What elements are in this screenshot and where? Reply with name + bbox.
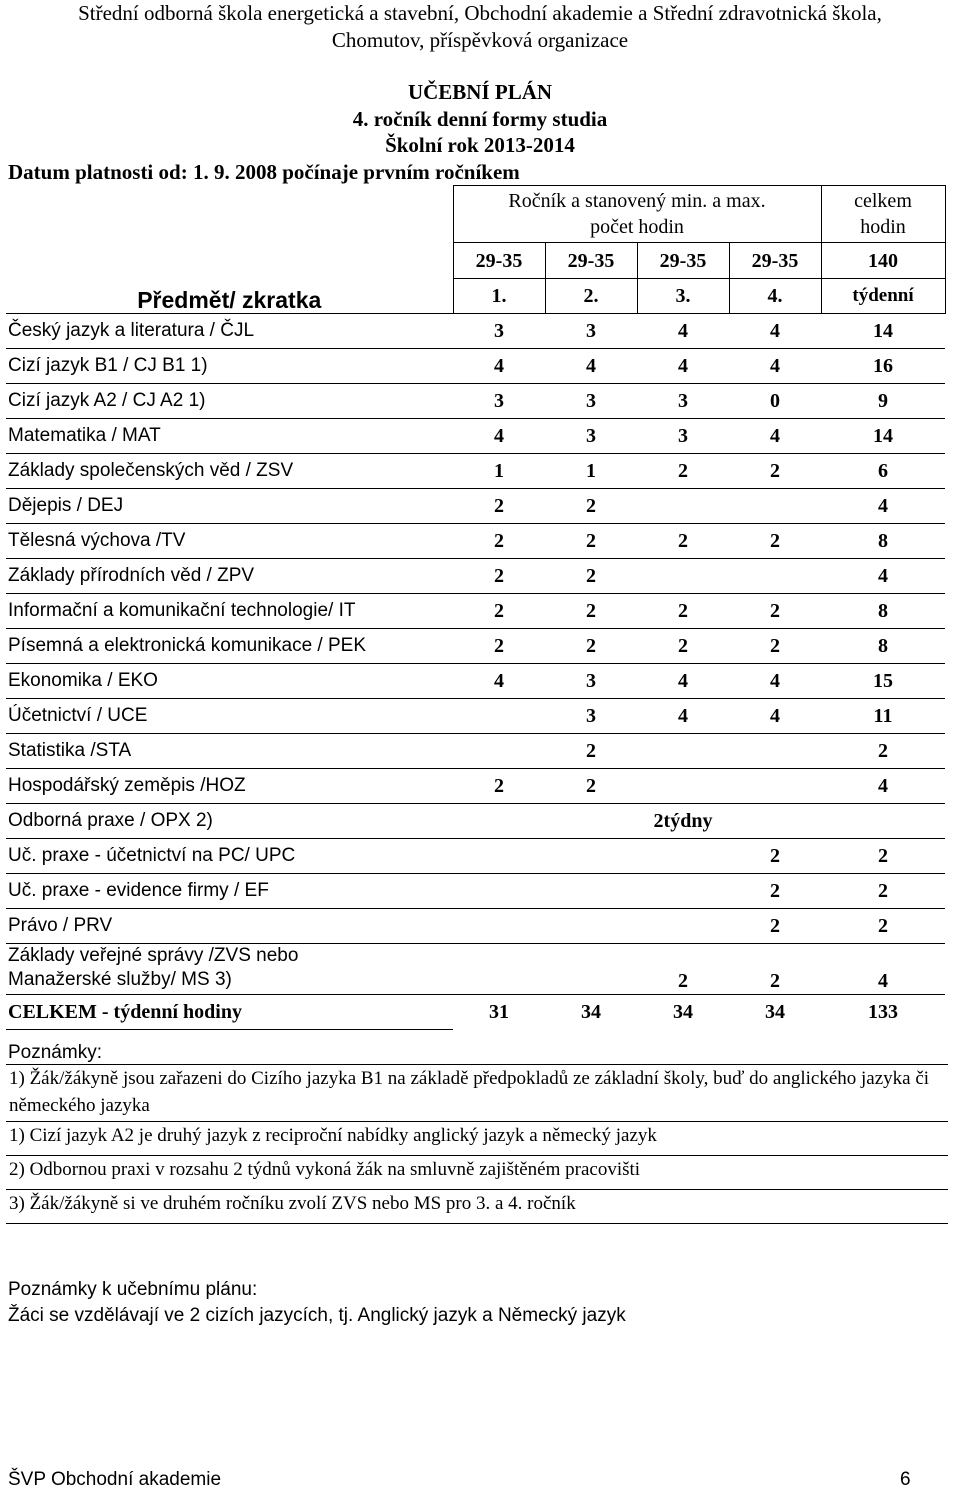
total-cell: 8 (821, 594, 945, 629)
subject-cell: Tělesná výchova /TV (6, 524, 453, 559)
total-cell: 2 (821, 734, 945, 769)
school-name-line1: Střední odborná škola energetická a stavební, Obchodní akademie a Střední zdravotnická škola, (78, 1, 882, 25)
total-unit-cell: týdenní (821, 279, 945, 314)
subject-cell: Uč. praxe - evidence firmy / EF (6, 874, 453, 909)
hours-cell: 2 (729, 524, 821, 559)
range-cell: 29-35 (545, 243, 637, 279)
hours-cell: 4 (637, 664, 729, 699)
note-item: 1) Cizí jazyk A2 je druhý jazyk z reciproční nabídky anglický jazyk a německý jazyk (6, 1122, 948, 1156)
total-cell: 16 (821, 349, 945, 384)
table-row (6, 664, 945, 699)
plan-subheading: 4. ročník denní formy studia (352, 107, 608, 131)
total-cell: 8 (821, 524, 945, 559)
year-cell: 4. (729, 279, 821, 314)
hours-cell (637, 909, 729, 944)
table-row (6, 559, 945, 594)
total-cell: 11 (821, 699, 945, 734)
total-cell: 2 (821, 909, 945, 944)
hours-cell (453, 804, 545, 839)
hours-cell: 3 (545, 664, 637, 699)
table-row (6, 909, 945, 944)
hours-cell: 4 (453, 349, 545, 384)
subject-cell: Odborná praxe / OPX 2) (6, 804, 453, 839)
hours-cell: 2 (729, 839, 821, 874)
total-range-cell: 140 (821, 243, 945, 279)
subject-cell: Základy společenských věd / ZSV (6, 454, 453, 489)
table-row (6, 699, 945, 734)
total-cell: 2 (821, 874, 945, 909)
hours-cell: 2 (637, 594, 729, 629)
hours-cell (637, 489, 729, 524)
validity-date: Datum platnosti od: 1. 9. 2008 počínaje prvním ročníkem (8, 160, 520, 184)
hours-cell: 2 (545, 489, 637, 524)
hours-cell: 2 (453, 629, 545, 664)
total-row (6, 995, 945, 1030)
subject-line: Základy veřejné správy /ZVS nebo (8, 945, 299, 966)
hours-cell: 3 (453, 314, 545, 349)
year-group-header-line1: Ročník a stanovený min. a max. (508, 190, 766, 212)
table-row (6, 349, 945, 384)
hours-cell: 2 (545, 559, 637, 594)
total-cell: 8 (821, 629, 945, 664)
range-cell: 29-35 (729, 243, 821, 279)
subject-cell: Matematika / MAT (6, 419, 453, 454)
hours-cell: 2 (545, 594, 637, 629)
school-year: Školní rok 2013-2014 (385, 133, 575, 157)
table-header-row (6, 186, 945, 243)
year-cell: 2. (545, 279, 637, 314)
hours-cell (545, 839, 637, 874)
subject-cell: Informační a komunikační technologie/ IT (6, 594, 453, 629)
hours-cell (729, 769, 821, 804)
plan-notes-text: Žáci se vzdělávají ve 2 cizích jazycích, tj. Anglický jazyk a Německý jazyk (8, 1305, 626, 1326)
total-cell: 2 (821, 839, 945, 874)
total-cell: 4 (821, 769, 945, 804)
subject-header: Předmět/ zkratka (6, 243, 453, 314)
table-row (6, 314, 945, 349)
notes-title: Poznámky: (8, 1042, 102, 1063)
total-cell: 4 (821, 944, 945, 995)
hours-cell: 4 (453, 664, 545, 699)
hours-cell (453, 839, 545, 874)
hours-cell (729, 734, 821, 769)
hours-cell (453, 734, 545, 769)
hours-cell: 4 (637, 349, 729, 384)
hours-cell (637, 839, 729, 874)
school-name-line2: Chomutov, příspěvková organizace (331, 28, 629, 52)
subject-cell: Základy přírodních věd / ZPV (6, 559, 453, 594)
hours-cell (637, 734, 729, 769)
hours-cell: 2 (545, 734, 637, 769)
table-row (6, 944, 945, 995)
year-group-header-line2: počet hodin (590, 216, 684, 238)
hours-cell: 2 (729, 629, 821, 664)
subject-cell: Ekonomika / EKO (6, 664, 453, 699)
hours-cell: 2 (453, 594, 545, 629)
hours-cell (545, 909, 637, 944)
total-cell: 4 (821, 559, 945, 594)
hours-cell: 4 (729, 349, 821, 384)
range-row (6, 243, 945, 279)
hours-cell: 4 (729, 419, 821, 454)
hours-cell: 4 (637, 699, 729, 734)
hours-cell: 2 (453, 524, 545, 559)
subject-cell: CELKEM - týdenní hodiny (6, 995, 453, 1030)
hours-cell: 2 (453, 769, 545, 804)
hours-cell: 2 (729, 944, 821, 995)
year-cell: 3. (637, 279, 729, 314)
subject-cell: Cizí jazyk A2 / CJ A2 1) (6, 384, 453, 419)
hours-cell: 2 (637, 944, 729, 995)
total-cell: 9 (821, 384, 945, 419)
hours-cell: 3 (545, 699, 637, 734)
table-row (6, 804, 945, 839)
hours-cell (729, 489, 821, 524)
hours-cell (637, 559, 729, 594)
hours-cell: 2 (637, 629, 729, 664)
hours-cell (545, 874, 637, 909)
hours-cell (545, 804, 637, 839)
total-cell: 15 (821, 664, 945, 699)
hours-cell: 4 (729, 314, 821, 349)
year-group-header (453, 186, 821, 243)
note-item: 2) Odbornou praxi v rozsahu 2 týdnů vykoná žák na smluvně zajištěném pracovišti (6, 1156, 948, 1190)
subject-cell: Cizí jazyk B1 / CJ B1 1) (6, 349, 453, 384)
plan-heading: UČEBNÍ PLÁN (407, 80, 553, 104)
total-header-line2: hodin (860, 216, 906, 238)
hours-cell: 4 (729, 699, 821, 734)
hours-cell: 2týdny (637, 804, 729, 839)
hours-cell: 2 (545, 629, 637, 664)
hours-cell: 0 (729, 384, 821, 419)
table-row (6, 769, 945, 804)
table-row (6, 874, 945, 909)
note-item: 3) Žák/žákyně si ve druhém ročníku zvolí ZVS nebo MS pro 3. a 4. ročník (6, 1190, 948, 1224)
header-blank (6, 186, 453, 243)
hours-cell (545, 944, 637, 995)
range-cell: 29-35 (453, 243, 545, 279)
table-row (6, 839, 945, 874)
total-cell: 14 (821, 314, 945, 349)
hours-cell (453, 874, 545, 909)
table-row (6, 419, 945, 454)
table-row (6, 384, 945, 419)
total-header (821, 186, 945, 243)
hours-cell (729, 804, 821, 839)
hours-cell: 31 (489, 1001, 509, 1024)
table-row (6, 454, 945, 489)
hours-cell: 3 (545, 419, 637, 454)
subject-cell: Uč. praxe - účetnictví na PC/ UPC (6, 839, 453, 874)
subject-line: Manažerské služby/ MS 3) (8, 969, 232, 990)
total-cell: 4 (821, 489, 945, 524)
subject-cell: Statistika /STA (6, 734, 453, 769)
table-row (6, 734, 945, 769)
hours-cell: 2 (545, 524, 637, 559)
hours-cell: 3 (637, 419, 729, 454)
plan-notes-title: Poznámky k učebnímu plánu: (8, 1279, 258, 1300)
footer-title: ŠVP Obchodní akademie (8, 1469, 222, 1490)
hours-cell: 2 (729, 909, 821, 944)
hours-cell: 2 (637, 524, 729, 559)
hours-cell (453, 699, 545, 734)
hours-cell: 2 (729, 594, 821, 629)
hours-cell: 34 (673, 1001, 693, 1024)
curriculum-table (6, 185, 946, 1030)
hours-cell: 1 (453, 454, 545, 489)
hours-cell: 3 (545, 314, 637, 349)
subject-cell: Dějepis / DEJ (6, 489, 453, 524)
hours-cell (453, 944, 545, 995)
range-cell: 29-35 (637, 243, 729, 279)
hours-cell: 2 (637, 454, 729, 489)
hours-cell: 34 (765, 1001, 785, 1024)
hours-cell: 3 (637, 384, 729, 419)
total-cell (821, 804, 945, 839)
table-row (6, 629, 945, 664)
total-cell: 6 (821, 454, 945, 489)
hours-cell: 34 (581, 1001, 601, 1024)
hours-cell: 4 (453, 419, 545, 454)
table-row (6, 594, 945, 629)
hours-cell: 4 (545, 349, 637, 384)
hours-cell: 2 (729, 454, 821, 489)
table-row (6, 489, 945, 524)
hours-cell: 2 (729, 874, 821, 909)
subject-cell (6, 944, 453, 995)
hours-cell: 2 (453, 489, 545, 524)
table-row (6, 524, 945, 559)
page-number: 6 (900, 1469, 911, 1490)
hours-cell (453, 909, 545, 944)
hours-cell: 2 (545, 769, 637, 804)
year-cell: 1. (453, 279, 545, 314)
subject-cell: Hospodářský zeměpis /HOZ (6, 769, 453, 804)
total-header-line1: celkem (854, 190, 912, 212)
subject-cell: Český jazyk a literatura / ČJL (6, 314, 453, 349)
subject-cell: Právo / PRV (6, 909, 453, 944)
hours-cell: 1 (545, 454, 637, 489)
hours-cell: 4 (729, 664, 821, 699)
hours-cell (637, 874, 729, 909)
subject-cell: Písemná a elektronická komunikace / PEK (6, 629, 453, 664)
total-cell: 14 (821, 419, 945, 454)
hours-cell: 3 (453, 384, 545, 419)
note-item: 1) Žák/žákyně jsou zařazeni do Cizího jazyka B1 na základě předpokladů ze základní školy, buď do anglického jazyka či německého jazyka (6, 1064, 948, 1122)
total-cell: 133 (868, 1001, 898, 1024)
subject-cell: Účetnictví / UCE (6, 699, 453, 734)
hours-cell (729, 559, 821, 594)
hours-cell (637, 769, 729, 804)
hours-cell: 3 (545, 384, 637, 419)
hours-cell: 2 (453, 559, 545, 594)
hours-cell: 4 (637, 314, 729, 349)
